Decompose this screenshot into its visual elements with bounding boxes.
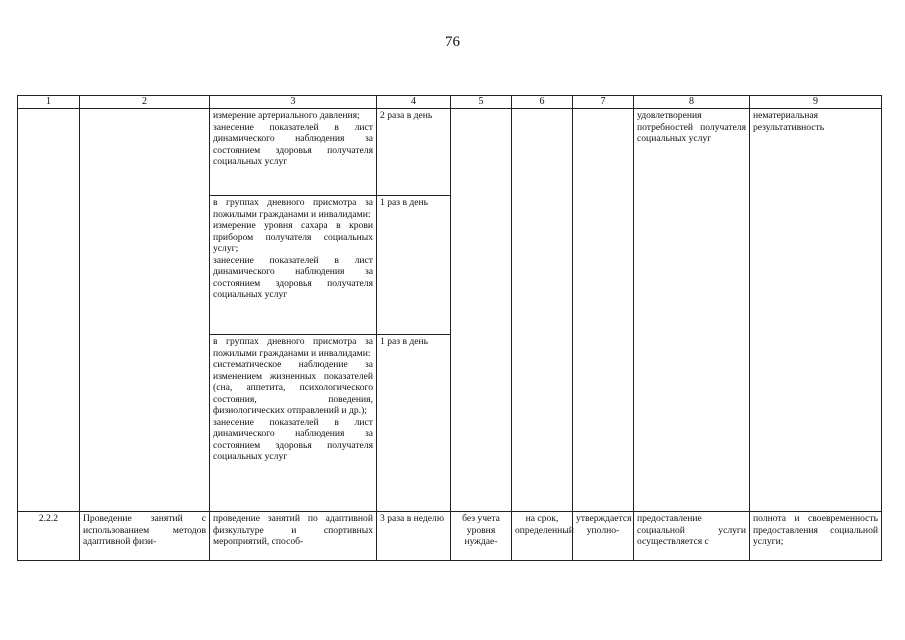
cell-frequency: 1 раз в день <box>377 335 451 512</box>
column-number: 6 <box>512 96 573 109</box>
column-number: 1 <box>18 96 80 109</box>
page-number: 76 <box>445 34 460 50</box>
column-number: 7 <box>573 96 634 109</box>
cell-col7-empty <box>573 109 634 512</box>
table-row <box>18 512 882 561</box>
cell-term: на срок, определенный <box>512 512 573 561</box>
cell-frequency: 3 раза в неделю <box>377 512 451 561</box>
cell-indicators: полнота и своевременность предоставления социальной услуги; <box>750 512 882 561</box>
cell-conditions: удовлетворения потребностей получателя социальных услуг <box>634 109 750 512</box>
column-number: 3 <box>210 96 377 109</box>
cell-cost: утверждается уполно- <box>573 512 634 561</box>
cell-service-name: Проведение занятий с использованием методов адаптивной физи- <box>80 512 210 561</box>
column-number: 2 <box>80 96 210 109</box>
column-number: 5 <box>451 96 512 109</box>
column-number-row <box>18 96 882 109</box>
cell-item-number: 2.2.2 <box>18 512 80 561</box>
table-row <box>18 109 882 196</box>
cell-activity: проведение занятий по адаптивной физкультуре и спортивных мероприятий, способ- <box>210 512 377 561</box>
cell-col1-empty <box>18 109 80 512</box>
cell-frequency: 2 раза в день <box>377 109 451 196</box>
column-number: 8 <box>634 96 750 109</box>
cell-activity: измерение артериального давления; занесение показателей в лист динамического наблюдения за состоянием здоровья получателя социальных услуг <box>210 109 377 196</box>
cell-frequency: 1 раз в день <box>377 196 451 335</box>
cell-activity: в группах дневного присмотра за пожилыми гражданами и инвалидами: систематическое наблюдение за изменением жизненных показателей (сна, аппетита, психологического состояния, поведения, физиологических отправлений и др.); занесение показателей в лист динамического наблюдения за состоянием здоровья получателя социальных услуг <box>210 335 377 512</box>
services-table <box>17 95 882 561</box>
cell-col2-empty <box>80 109 210 512</box>
cell-col6-empty <box>512 109 573 512</box>
cell-need-level: без учета уровня нуждае- <box>451 512 512 561</box>
cell-conditions: предоставление социальной услуги осуществляется с <box>634 512 750 561</box>
column-number: 4 <box>377 96 451 109</box>
cell-indicators: нематериальная результативность <box>750 109 882 512</box>
column-number: 9 <box>750 96 882 109</box>
cell-activity: в группах дневного присмотра за пожилыми гражданами и инвалидами: измерение уровня сахара в крови прибором получателя социальных услуг; занесение показателей в лист динамического наблюдения за состоянием здоровья получателя социальных услуг <box>210 196 377 335</box>
cell-col5-empty <box>451 109 512 512</box>
